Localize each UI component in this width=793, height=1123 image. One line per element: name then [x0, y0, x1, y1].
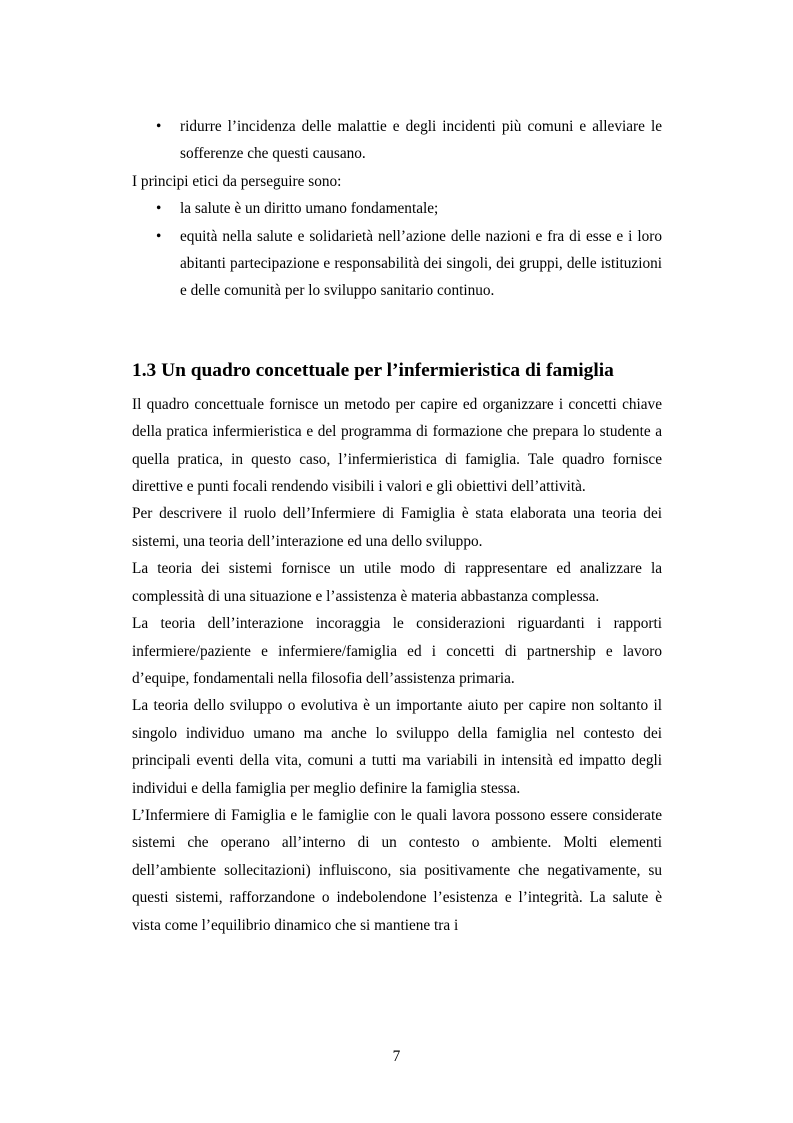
body-paragraph: Per descrivere il ruolo dell’Infermiere di Famiglia è stata elaborata una teoria dei sistemi, una teoria dell’interazione ed una dello sviluppo. [132, 505, 662, 550]
list-item-text: la salute è un diritto umano fondamentale; [180, 200, 439, 218]
body-paragraph: La teoria dello sviluppo o evolutiva è un importante aiuto per capire non soltanto il singolo individuo umano ma anche lo sviluppo della famiglia nel contesto dei principali eventi della vita, comuni a tutti ma variabili in intensità ed impatto degli individui e della famiglia per meglio definire la famiglia stessa. [132, 697, 662, 797]
list-item-text: ridurre l’incidenza delle malattie e degli incidenti più comuni e alleviare le sofferenze che questi causano. [180, 118, 662, 163]
list-item [132, 223, 662, 305]
page-number: 7 [392, 1048, 401, 1065]
principles-intro: I principi etici da perseguire sono: [132, 172, 342, 190]
list-item [132, 113, 662, 168]
page-content [132, 113, 662, 939]
section-heading: 1.3 Un quadro concettuale per l’infermieristica di famiglia [132, 359, 614, 381]
bullet-icon: • [156, 200, 162, 218]
body-paragraph: La teoria dei sistemi fornisce un utile modo di rappresentare ed analizzare la complessità di una situazione e l’assistenza è materia abbastanza complessa. [132, 560, 662, 605]
body-paragraph: La teoria dell’interazione incoraggia le considerazioni riguardanti i rapporti infermiere/paziente e infermiere/famiglia ed i concetti di partnership e lavoro d’equipe, fondamentali nella filosofia dell’assistenza primaria. [132, 615, 662, 687]
bullet-icon: • [156, 227, 162, 245]
list-item [132, 195, 662, 222]
body-paragraph: Il quadro concettuale fornisce un metodo per capire ed organizzare i concetti chiave della pratica infermieristica e del programma di formazione che prepara lo studente a quella pratica, in questo caso, l’infermieristica di famiglia. Tale quadro fornisce direttive e punti focali rendendo visibili i valori e gli obiettivi dell’attività. [132, 395, 662, 496]
body-paragraph: L’Infermiere di Famiglia e le famiglie con le quali lavora possono essere considerate sistemi che operano all’interno di un contesto o ambiente. Molti elementi dell’ambiente sollecitazioni) influiscono, sia positivamente che negativamente, su questi sistemi, rafforzandone o indebolendone l’esistenza e l’integrità. La salute è vista come l’equilibrio dinamico che si mantiene tra i [132, 806, 662, 934]
list-item-text: equità nella salute e solidarietà nell’azione delle nazioni e fra di esse e i loro abitanti partecipazione e responsabilità dei singoli, dei gruppi, delle istituzioni e delle comunità per lo sviluppo sanitario continuo. [180, 227, 662, 300]
bullet-icon: • [156, 118, 162, 135]
